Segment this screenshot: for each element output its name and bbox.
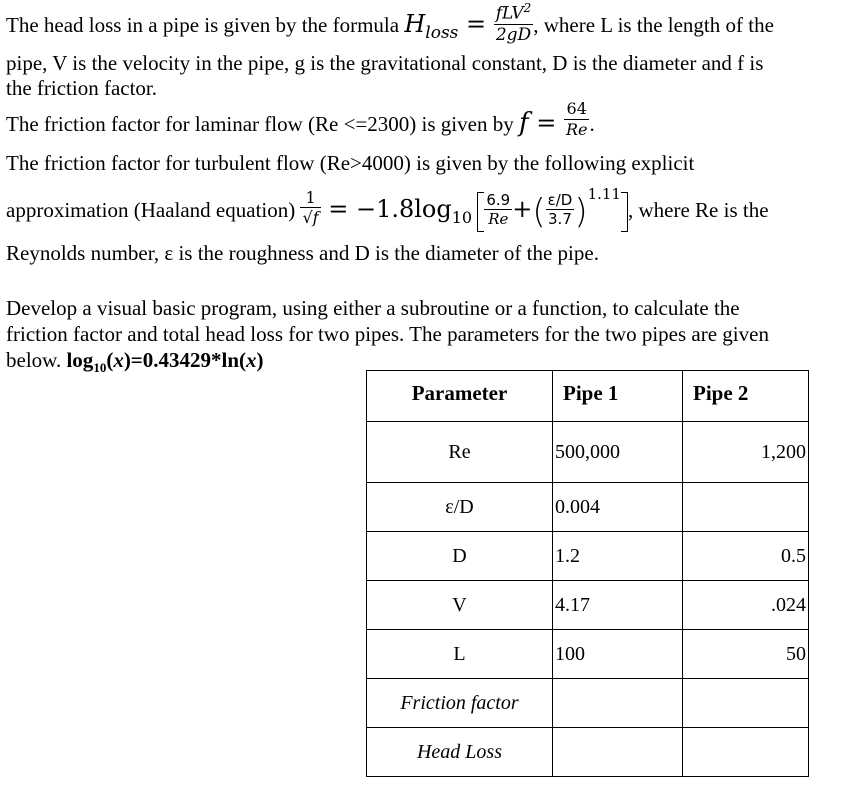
left-bracket xyxy=(477,192,484,232)
log-base: 10 xyxy=(93,360,107,376)
turbulent-line1: The friction factor for turbulent flow (Re>4000) is given by the following explicit xyxy=(6,151,695,175)
right-paren: ) xyxy=(574,192,588,233)
headloss-exponent: 2 xyxy=(523,1,532,15)
pipe1-cell: 0.004 xyxy=(553,483,683,532)
term2-numerator: ε/D xyxy=(547,190,573,209)
haaland-intro: approximation (Haaland equation) xyxy=(6,198,301,222)
laminar-fraction xyxy=(564,99,590,140)
laminar-sentence xyxy=(6,98,595,140)
headloss-fraction xyxy=(494,0,533,45)
pipe1-cell: 100 xyxy=(553,630,683,679)
haaland-rhs xyxy=(320,195,473,227)
headloss-sentence xyxy=(6,1,774,45)
pipe2-cell: 50 xyxy=(683,630,809,679)
log-text: log xyxy=(66,348,94,372)
table-row xyxy=(367,483,809,532)
pipe2-cell: 0.5 xyxy=(683,532,809,581)
pipe1-cell: 1.2 xyxy=(553,532,683,581)
task-line2: friction factor and total head loss for two pipes. The parameters for the two pipes are given xyxy=(6,322,769,346)
term2-fraction xyxy=(546,191,575,228)
haaland-sentence xyxy=(6,185,769,233)
laminar-numerator: 64 xyxy=(566,98,587,118)
log-conversion-formula xyxy=(66,348,264,376)
left-paren: ( xyxy=(532,192,546,233)
pipe2-cell: .024 xyxy=(683,581,809,630)
headloss-line3: the friction factor. xyxy=(6,76,158,100)
pipe1-cell: 500,000 xyxy=(553,422,683,483)
pipe1-cell xyxy=(553,728,683,777)
task-line1: Develop a visual basic program, using either a subroutine or a function, to calculate the xyxy=(6,296,740,320)
task-below: below. xyxy=(6,348,67,372)
haaland-lhs-fraction xyxy=(300,188,320,227)
haaland-log-base: 10 xyxy=(451,207,473,227)
log-open: ( xyxy=(106,348,114,372)
pipe2-cell: 1,200 xyxy=(683,422,809,483)
laminar-text: The friction factor for laminar flow (Re <=2300) is given by xyxy=(6,112,519,136)
table-row xyxy=(367,422,809,483)
task-line3 xyxy=(6,348,264,380)
pipe1-cell: 4.17 xyxy=(553,581,683,630)
table-header-row xyxy=(367,371,809,422)
header-parameter: Parameter xyxy=(367,371,553,422)
log-x2: x xyxy=(246,348,257,372)
haaland-lhs-numerator: 1 xyxy=(305,187,316,207)
pipe2-cell xyxy=(683,679,809,728)
term1-denominator: Re xyxy=(484,209,512,228)
param-cell: D xyxy=(367,532,553,581)
term1-numerator: 6.9 xyxy=(486,190,511,209)
hloss-equals: = xyxy=(458,10,494,39)
header-pipe1: Pipe 1 xyxy=(553,371,683,422)
headloss-intro-end: , where L is the length of the xyxy=(533,13,774,38)
right-bracket xyxy=(621,192,628,232)
param-cell: ε/D xyxy=(367,483,553,532)
param-cell: L xyxy=(367,630,553,679)
laminar-period: . xyxy=(589,112,595,136)
laminar-denominator: Re xyxy=(565,119,588,139)
haaland-exponent: 1.11 xyxy=(587,185,621,203)
headloss-line2: pipe, V is the velocity in the pipe, g is the gravitational constant, D is the diameter and f is xyxy=(6,51,764,75)
header-pipe2: Pipe 2 xyxy=(683,371,809,422)
param-cell: Re xyxy=(367,422,553,483)
hloss-h: H xyxy=(404,10,426,39)
param-cell: Friction factor xyxy=(367,679,553,728)
haaland-lhs-denominator: √f xyxy=(302,207,319,227)
table-row xyxy=(367,532,809,581)
table-row xyxy=(367,630,809,679)
headloss-intro-text: The head loss in a pipe is given by the formula xyxy=(6,13,405,38)
laminar-f: f xyxy=(518,108,529,138)
table-row xyxy=(367,728,809,777)
haaland-log: = −1.8log xyxy=(320,195,452,223)
table-row xyxy=(367,581,809,630)
turbulent-line3: Reynolds number, ε is the roughness and D is the diameter of the pipe. xyxy=(6,241,599,265)
param-cell: V xyxy=(367,581,553,630)
table-row xyxy=(367,679,809,728)
pipe2-cell xyxy=(683,483,809,532)
headloss-numerator: fLV xyxy=(495,3,524,24)
log-mid: )=0.43429*ln( xyxy=(123,348,247,372)
pipe-parameter-table xyxy=(366,370,809,777)
pipe1-cell xyxy=(553,679,683,728)
haaland-where: , where Re is the xyxy=(627,198,769,222)
hloss-symbol xyxy=(404,10,459,43)
term2-denominator: 3.7 xyxy=(546,209,575,228)
log-x1: x xyxy=(113,348,124,372)
log-close: ) xyxy=(256,348,264,372)
param-cell: Head Loss xyxy=(367,728,553,777)
headloss-denominator: 2gD xyxy=(494,24,533,45)
laminar-equals: = xyxy=(528,109,564,137)
hloss-subscript: loss xyxy=(425,22,459,43)
term1-fraction xyxy=(484,191,512,228)
haaland-plus: + xyxy=(512,195,533,223)
pipe2-cell xyxy=(683,728,809,777)
